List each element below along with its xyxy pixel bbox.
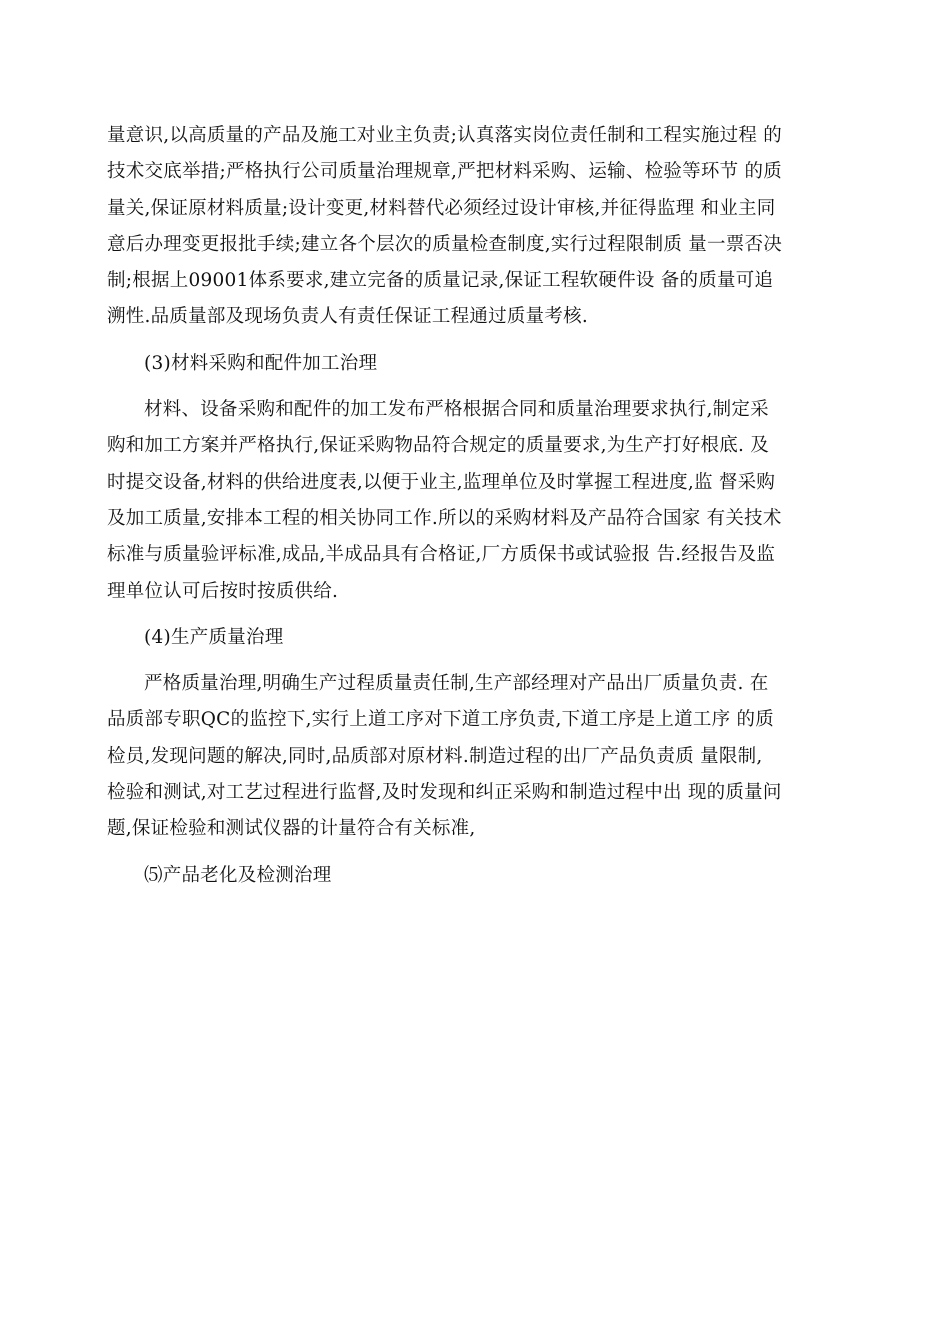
text-line: 量关,保证原材料质量;设计变更,材料替代必须经过设计审核,并征得监理 和业主同 bbox=[107, 197, 776, 219]
paragraph-quality-responsibility bbox=[107, 118, 850, 336]
heading-text: ⑸产品老化及检测治理 bbox=[144, 864, 332, 886]
text-line: 及加工质量,安排本工程的相关协同工作.所以的采购材料及产品符合国家 有关技术 bbox=[107, 507, 782, 529]
text-line: 溯性.品质量部及现场负责人有责任保证工程通过质量考核. bbox=[107, 306, 589, 328]
paragraph-material-procurement bbox=[107, 392, 850, 610]
text-line: 题,保证检验和测试仪器的计量符合有关标准, bbox=[107, 818, 476, 840]
text-line: 检员,发现问题的解决,同时,品质部对原材料.制造过程的出厂产品负责质 量限制, bbox=[107, 745, 763, 767]
text-line: 时提交设备,材料的供给进度表,以便于业主,监理单位及时掌握工程进度,监 督采购 bbox=[107, 471, 776, 493]
text-line: 理单位认可后按时按质供给. bbox=[107, 580, 339, 602]
text-line: 严格质量治理,明确生产过程质量责任制,生产部经理对产品出厂质量负责. 在 bbox=[144, 673, 769, 695]
section-heading-product-aging bbox=[107, 858, 850, 894]
text-line: 制;根据上09001体系要求,建立完备的质量记录,保证工程软硬件设 备的质量可追 bbox=[107, 270, 774, 292]
text-line: 品质部专职QC的监控下,实行上道工序对下道工序负责,下道工序是上道工序 的质 bbox=[107, 709, 774, 731]
text-line: 意后办理变更报批手续;建立各个层次的质量检查制度,实行过程限制质 量一票否决 bbox=[107, 233, 782, 255]
paragraph-production-quality bbox=[107, 666, 850, 847]
section-heading-material-procurement bbox=[107, 346, 850, 382]
heading-text: (4)生产质量治理 bbox=[144, 626, 284, 648]
text-line: 标准与质量验评标准,成品,半成品具有合格证,厂方质保书或试验报 告.经报告及监 bbox=[107, 544, 776, 566]
heading-text: (3)材料采购和配件加工治理 bbox=[144, 352, 378, 374]
section-heading-production-quality bbox=[107, 620, 850, 656]
text-line: 量意识,以高质量的产品及施工对业主负责;认真落实岗位责任制和工程实施过程 的 bbox=[107, 125, 782, 146]
text-line: 检验和测试,对工艺过程进行监督,及时发现和纠正采购和制造过程中出 现的质量问 bbox=[107, 782, 782, 804]
text-line: 技术交底举措;严格执行公司质量治理规章,严把材料采购、运输、检验等环节 的质 bbox=[107, 161, 782, 183]
text-line: 材料、设备采购和配件的加工发布严格根据合同和质量治理要求执行,制定采 bbox=[144, 399, 769, 421]
document-body bbox=[107, 118, 850, 894]
text-line: 购和加工方案并严格执行,保证采购物品符合规定的质量要求,为生产打好根底. 及 bbox=[107, 435, 770, 457]
